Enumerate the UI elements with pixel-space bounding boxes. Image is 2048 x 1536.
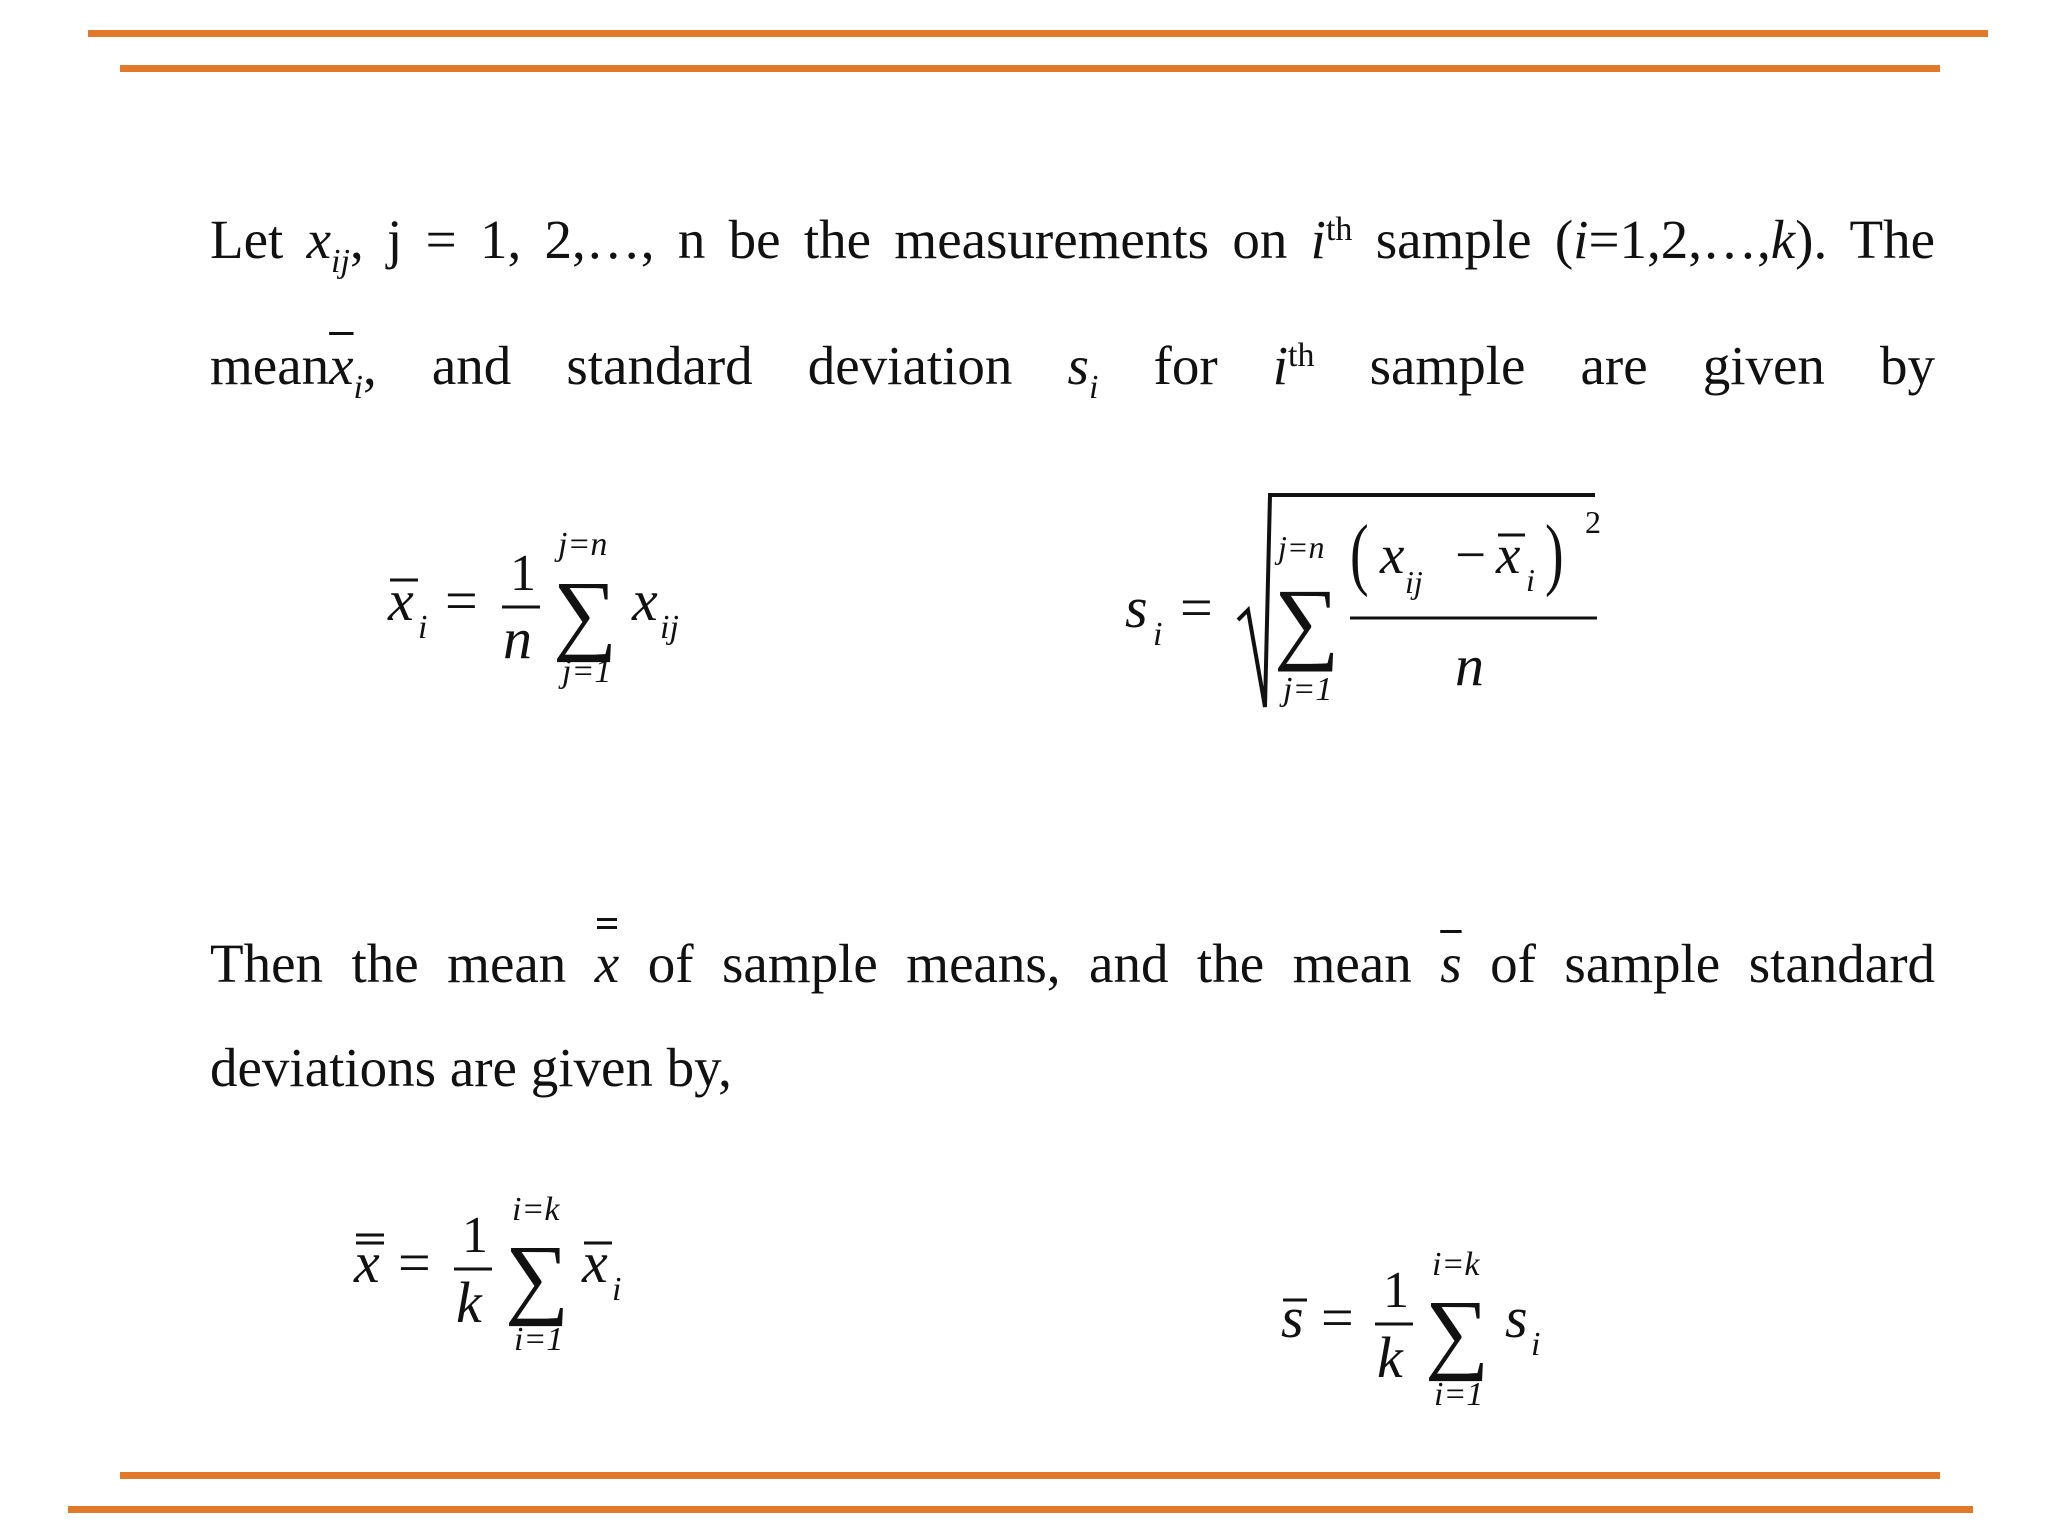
grand-mean-paragraph xyxy=(210,912,1935,1120)
intro-paragraph xyxy=(210,188,1935,440)
bottom-rule-outer xyxy=(68,1506,1973,1513)
eq2-sub-i: i xyxy=(1153,616,1163,653)
eq3-lower-limit: i=1 xyxy=(514,1321,564,1358)
top-rule-inner xyxy=(120,65,1940,72)
sbar-symbol: $\overline{s}$ xyxy=(1440,933,1462,994)
eq2-sub-ij: ij xyxy=(1405,564,1423,600)
xdoublebar-symbol: x xyxy=(595,912,619,1016)
eq4-s-i: s xyxy=(1505,1285,1528,1350)
std-dev-text: , and standard deviation xyxy=(362,335,1013,396)
eq1-upper-limit: j=n xyxy=(558,526,608,563)
eq4-s: s xyxy=(1281,1285,1304,1350)
eq4-upper-limit: i=k xyxy=(1432,1246,1480,1283)
range-text: =1,2,…, xyxy=(1588,209,1771,270)
eq2-right-paren: ) xyxy=(1545,508,1564,598)
eq2-left-paren: ( xyxy=(1350,508,1369,598)
th-suffix-2: th xyxy=(1288,337,1315,374)
eq1-sigma: ∑ xyxy=(553,564,618,663)
eq2-sigma: ∑ xyxy=(1274,570,1340,672)
eq3-k: k xyxy=(456,1270,482,1335)
eq2-n: n xyxy=(1455,633,1484,698)
let-word: Let xyxy=(210,209,284,270)
for-word: for xyxy=(1153,335,1218,396)
th-suffix: th xyxy=(1325,211,1353,248)
eq2-s: s xyxy=(1125,575,1148,640)
the-text: ). The xyxy=(1795,209,1936,270)
i-symbol: i xyxy=(1310,209,1326,270)
eq4-equals: = xyxy=(1321,1285,1354,1350)
eq3-equals: = xyxy=(398,1230,431,1295)
eq3-xbar: x xyxy=(582,1230,608,1295)
xij-symbol: $x_{ij}$ xyxy=(306,209,350,280)
eq2-xbar: x xyxy=(1496,524,1521,585)
eq1-lower-limit: j=1 xyxy=(562,653,612,690)
eq4-k: k xyxy=(1377,1325,1403,1390)
eq3-upper-limit: i=k xyxy=(512,1191,560,1228)
sample-std-dev-equation xyxy=(1115,485,1625,720)
eq1-xij: x xyxy=(632,568,658,633)
i-symbol-3: i xyxy=(1272,335,1289,396)
eq2-lower-limit: j=1 xyxy=(1283,671,1333,708)
deviations-given-text: deviations are given by, xyxy=(210,1037,732,1098)
eq3-one: 1 xyxy=(462,1207,488,1264)
xbar-i-symbol: $\overline{x}_i$ xyxy=(329,335,363,406)
eq1-sub-ij: ij xyxy=(660,609,679,646)
sample-standard-text: of sample standard xyxy=(1490,933,1936,994)
k-symbol: k xyxy=(1770,209,1796,270)
eq1-equals: = xyxy=(445,568,478,633)
eq4-one: 1 xyxy=(1383,1262,1409,1319)
eq1-one: 1 xyxy=(510,545,536,602)
bottom-rule-inner xyxy=(120,1472,1940,1479)
eq1-sub-i: i xyxy=(418,609,428,646)
mean-word: mean xyxy=(210,335,330,396)
eq3-sub-i: i xyxy=(612,1271,622,1308)
eq1-x: x xyxy=(388,568,414,633)
eq1-n: n xyxy=(503,606,532,671)
eq2-exponent: 2 xyxy=(1585,504,1601,540)
grand-mean-equation xyxy=(340,1190,670,1370)
eq3-sigma: ∑ xyxy=(505,1228,570,1327)
sample-text: sample ( xyxy=(1375,209,1574,270)
eq4-sub-i: i xyxy=(1531,1326,1541,1363)
given-by-text: sample are given by xyxy=(1369,335,1936,396)
then-the-mean-text: Then the mean xyxy=(210,933,567,994)
sample-means-text: of sample means, and the mean xyxy=(647,933,1412,994)
eq2-x: x xyxy=(1380,524,1405,585)
index-range: , j = 1, 2,…, n xyxy=(349,209,706,270)
i-symbol-2: i xyxy=(1573,209,1589,270)
eq2-equals: = xyxy=(1180,575,1213,640)
eq4-lower-limit: i=1 xyxy=(1434,1376,1484,1413)
mean-std-dev-equation xyxy=(1265,1245,1565,1425)
sample-mean-equation xyxy=(370,520,710,700)
eq3-x: x xyxy=(354,1230,380,1295)
s-i-symbol: $s_i$ xyxy=(1067,335,1099,406)
eq2-minus: − xyxy=(1455,524,1487,585)
eq4-sigma: ∑ xyxy=(1425,1283,1490,1382)
measurements-text: be the measurements on xyxy=(728,209,1288,270)
top-rule-outer xyxy=(88,30,1988,37)
eq2-upper-limit: j=n xyxy=(1278,529,1325,565)
eq2-sub-xbar-i: i xyxy=(1526,562,1535,598)
